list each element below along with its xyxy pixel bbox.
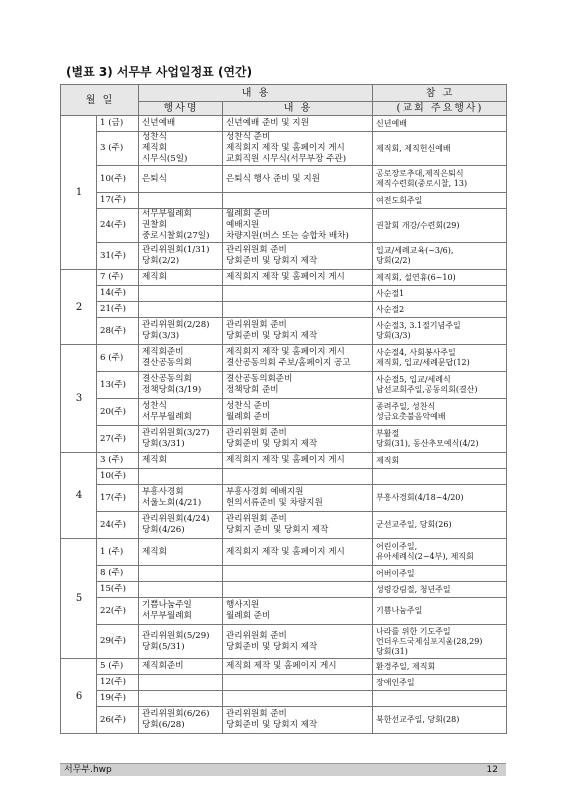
event-name-line: 당회(6/28) bbox=[142, 720, 185, 730]
reference-line: 제직회, 입교/세례문답(12) bbox=[376, 358, 470, 367]
day-cell: 27(주) bbox=[97, 426, 139, 453]
event-name-line: 결산공동의회 bbox=[142, 358, 192, 368]
content-cell bbox=[223, 116, 373, 132]
content-line: 제직회지 제작 및 홈페이지 게시 bbox=[226, 272, 345, 282]
reference-cell bbox=[373, 453, 507, 469]
event-name-line: 서무부월례회 bbox=[142, 412, 192, 422]
content-line: 관리위원회 준비 bbox=[226, 709, 287, 719]
content-cell bbox=[223, 691, 373, 707]
month-cell: 2 bbox=[61, 270, 97, 345]
header-event-name: 행사명 bbox=[139, 102, 223, 116]
day-cell: 20(주) bbox=[97, 399, 139, 426]
table-row bbox=[61, 243, 507, 270]
day-cell: 7 (주) bbox=[97, 270, 139, 286]
content-line: 관리위원회 준비 bbox=[226, 245, 287, 255]
table-header-row bbox=[61, 85, 507, 102]
reference-line: 성령강림절, 청년주일 bbox=[376, 584, 451, 594]
event-name-line: 당회(2/2) bbox=[142, 256, 180, 266]
reference-line: 입교/세례교육(~3/6), bbox=[376, 246, 454, 255]
reference-line: 북한선교주일, 당회(28) bbox=[376, 715, 460, 724]
event-name-line: 서무부월례회 bbox=[142, 611, 192, 621]
reference-cell bbox=[373, 270, 507, 286]
reference-cell bbox=[373, 485, 507, 512]
table-row bbox=[61, 485, 507, 512]
table-row bbox=[61, 469, 507, 485]
footer-filename: 서무부.hwp bbox=[64, 765, 112, 775]
event-name-line: 권찰회 bbox=[142, 220, 167, 230]
reference-cell bbox=[373, 399, 507, 426]
content-line: 관리위원회 준비 bbox=[226, 514, 287, 524]
table-row bbox=[61, 345, 507, 372]
table-row bbox=[61, 166, 507, 193]
content-cell bbox=[223, 270, 373, 286]
day-cell: 6 (주) bbox=[97, 345, 139, 372]
table-body bbox=[61, 116, 507, 734]
reference-cell bbox=[373, 209, 507, 243]
day-cell: 29(주) bbox=[97, 625, 139, 659]
table-row bbox=[61, 707, 507, 734]
content-line: 제직회지 제작 및 홈페이지 게시 bbox=[226, 143, 345, 153]
content-line: 제직회지 제작 및 홈페이지 게시 bbox=[226, 455, 345, 465]
event-name-cell bbox=[139, 566, 223, 582]
reference-cell bbox=[373, 166, 507, 193]
content-line: 신년예배 준비 및 지원 bbox=[226, 118, 309, 128]
content-line: 제직회지 제작 및 홈페이지 게시 bbox=[226, 546, 345, 557]
reference-cell bbox=[373, 659, 507, 675]
day-cell: 24(주) bbox=[97, 209, 139, 243]
day-cell: 13(주) bbox=[97, 372, 139, 399]
event-name-cell bbox=[139, 166, 223, 193]
day-cell: 31(주) bbox=[97, 243, 139, 270]
event-name-line: 부흥사경회 bbox=[142, 487, 184, 497]
content-line: 월례회 준비 bbox=[226, 412, 271, 422]
event-name-cell bbox=[139, 582, 223, 598]
schedule-table bbox=[60, 84, 507, 734]
event-name-line: 관리위원회(3/27) bbox=[142, 428, 210, 438]
content-line: 예배지원 bbox=[226, 220, 260, 230]
content-cell bbox=[223, 372, 373, 399]
content-cell bbox=[223, 625, 373, 659]
reference-cell bbox=[373, 243, 507, 270]
table-row bbox=[61, 453, 507, 469]
reference-cell bbox=[373, 469, 507, 485]
content-cell bbox=[223, 598, 373, 625]
reference-line: 환경주일, 제직회 bbox=[376, 661, 436, 671]
header-reference-sub: (교회 주요행사) bbox=[373, 102, 507, 116]
content-line: 교회직원 시무식(서무부장 주관) bbox=[226, 154, 347, 164]
event-name-line: 당회(3/3) bbox=[142, 331, 180, 341]
day-cell: 1 (주) bbox=[97, 539, 139, 566]
content-line: 월례회 준비 bbox=[226, 611, 271, 621]
content-cell bbox=[223, 707, 373, 734]
event-name-line: 관리위원회(1/31) bbox=[142, 245, 210, 255]
day-cell: 19(주) bbox=[97, 691, 139, 707]
event-name-line: 정책당회(3/19) bbox=[142, 385, 202, 395]
reference-cell bbox=[373, 372, 507, 399]
event-name-line: 제직회 bbox=[142, 455, 167, 465]
table-row bbox=[61, 318, 507, 345]
content-line: 당회준비 및 당회지 제작 bbox=[226, 331, 318, 341]
reference-line: 당회(31) bbox=[376, 646, 408, 656]
content-cell bbox=[223, 302, 373, 318]
header-date: 월 일 bbox=[61, 85, 139, 116]
event-name-cell bbox=[139, 691, 223, 707]
reference-line: 제직수련회(중로시찰, 13) bbox=[376, 179, 468, 188]
page-footer bbox=[60, 763, 506, 776]
reference-cell bbox=[373, 426, 507, 453]
reference-cell bbox=[373, 598, 507, 625]
content-cell bbox=[223, 512, 373, 539]
reference-line: 종려주일, 성찬식 bbox=[376, 402, 436, 411]
content-cell bbox=[223, 399, 373, 426]
content-line: 성찬식 준비 bbox=[226, 401, 271, 411]
table-row bbox=[61, 399, 507, 426]
content-cell bbox=[223, 132, 373, 166]
reference-line: 어린이주일, bbox=[376, 542, 418, 551]
content-cell bbox=[223, 566, 373, 582]
event-name-cell bbox=[139, 707, 223, 734]
reference-cell bbox=[373, 132, 507, 166]
event-name-line: 제직회 bbox=[142, 143, 167, 153]
month-cell: 3 bbox=[61, 345, 97, 453]
day-cell: 14(주) bbox=[97, 286, 139, 302]
event-name-cell bbox=[139, 675, 223, 691]
reference-line: 사순절1 bbox=[376, 288, 405, 298]
event-name-line: 관리위원회(5/29) bbox=[142, 630, 210, 641]
day-cell: 28(주) bbox=[97, 318, 139, 345]
event-name-cell bbox=[139, 286, 223, 302]
event-name-cell bbox=[139, 625, 223, 659]
content-cell bbox=[223, 318, 373, 345]
event-name-line: 제직회 bbox=[142, 546, 167, 557]
event-name-line: 관리위원회(2/28) bbox=[142, 320, 210, 330]
event-name-cell bbox=[139, 539, 223, 566]
table-row bbox=[61, 270, 507, 286]
content-line: 제직회 제작 및 홈페이지 게시 bbox=[226, 661, 337, 671]
day-cell: 10(주) bbox=[97, 166, 139, 193]
reference-line: 군선교주일, 당회(26) bbox=[376, 520, 452, 529]
day-cell: 12(주) bbox=[97, 675, 139, 691]
table-row bbox=[61, 426, 507, 453]
day-cell: 17(주) bbox=[97, 485, 139, 512]
content-cell bbox=[223, 209, 373, 243]
table-row bbox=[61, 675, 507, 691]
content-cell bbox=[223, 485, 373, 512]
content-line: 부흥사경회 예배지원 bbox=[226, 487, 304, 497]
event-name-cell bbox=[139, 399, 223, 426]
event-name-line: 서무부월례회 bbox=[142, 209, 192, 219]
event-name-line: 제직회준비 bbox=[142, 347, 184, 357]
content-cell bbox=[223, 243, 373, 270]
table-row bbox=[61, 625, 507, 659]
reference-cell bbox=[373, 116, 507, 132]
event-name-line: 기쁨나눔주일 bbox=[142, 600, 192, 610]
reference-line: 사순절3, 3.1절기념주일 bbox=[376, 321, 461, 330]
table-row bbox=[61, 116, 507, 132]
event-name-cell bbox=[139, 598, 223, 625]
header-reference: 참 고 bbox=[373, 85, 507, 102]
event-name-cell bbox=[139, 193, 223, 209]
content-line: 결산공동의회준비 bbox=[226, 374, 293, 384]
table-row bbox=[61, 598, 507, 625]
reference-cell bbox=[373, 345, 507, 372]
event-name-line: 당회(5/31) bbox=[142, 641, 185, 652]
content-line: 은퇴식 행사 준비 및 지원 bbox=[226, 173, 320, 184]
content-cell bbox=[223, 675, 373, 691]
day-cell: 10(주) bbox=[97, 469, 139, 485]
content-cell bbox=[223, 582, 373, 598]
content-cell bbox=[223, 469, 373, 485]
day-cell: 26(주) bbox=[97, 707, 139, 734]
event-name-cell bbox=[139, 302, 223, 318]
reference-line: 제직회 bbox=[376, 455, 400, 465]
reference-line: 장애인주일 bbox=[376, 677, 415, 687]
content-line: 성찬식 준비 bbox=[226, 132, 271, 142]
event-name-cell bbox=[139, 372, 223, 399]
event-name-cell bbox=[139, 469, 223, 485]
content-cell bbox=[223, 193, 373, 209]
table-row bbox=[61, 566, 507, 582]
day-cell: 21(주) bbox=[97, 302, 139, 318]
reference-cell bbox=[373, 582, 507, 598]
month-cell: 5 bbox=[61, 539, 97, 659]
reference-line: 부활절 bbox=[376, 429, 400, 438]
event-name-line: 시무식(5일) bbox=[142, 154, 188, 164]
table-row bbox=[61, 512, 507, 539]
reference-cell bbox=[373, 512, 507, 539]
event-name-line: 관리위원회(4/24) bbox=[142, 514, 210, 524]
content-cell bbox=[223, 345, 373, 372]
reference-line: 당회(31), 동산추모예식(4/2) bbox=[376, 439, 479, 448]
day-cell: 5 (주) bbox=[97, 659, 139, 675]
content-line: 당회지 준비 및 당회지 제작 bbox=[226, 525, 329, 535]
reference-line: 당회(2/2) bbox=[376, 256, 411, 265]
reference-line: 신년예배 bbox=[376, 118, 407, 128]
content-line: 관리위원회 준비 bbox=[226, 630, 287, 641]
event-name-cell bbox=[139, 426, 223, 453]
content-cell bbox=[223, 426, 373, 453]
content-line: 차량지원(버스 또는 승합차 배차) bbox=[226, 231, 349, 241]
event-name-cell bbox=[139, 453, 223, 469]
event-name-line: 성찬식 bbox=[142, 132, 167, 142]
event-name-line: 성찬식 bbox=[142, 401, 167, 411]
header-content-detail: 내 용 bbox=[223, 102, 373, 116]
content-cell bbox=[223, 453, 373, 469]
content-line: 당회준비 및 당회지 제작 bbox=[226, 439, 318, 449]
table-row bbox=[61, 132, 507, 166]
day-cell: 8 (주) bbox=[97, 566, 139, 582]
event-name-cell bbox=[139, 659, 223, 675]
table-row bbox=[61, 372, 507, 399]
reference-cell bbox=[373, 318, 507, 345]
day-cell: 22(주) bbox=[97, 598, 139, 625]
content-line: 월례회 준비 bbox=[226, 209, 271, 219]
event-name-cell bbox=[139, 318, 223, 345]
event-name-line: 당회(3/31) bbox=[142, 439, 185, 449]
event-name-cell bbox=[139, 209, 223, 243]
reference-line: 사순절5, 입교/세례식 bbox=[376, 375, 451, 384]
table-row bbox=[61, 193, 507, 209]
content-cell bbox=[223, 166, 373, 193]
day-cell: 1 (금) bbox=[97, 116, 139, 132]
content-line: 당회준비 및 당회지 제작 bbox=[226, 641, 318, 652]
reference-cell bbox=[373, 566, 507, 582]
reference-line: 유아세례식(2~4부), 제직회 bbox=[376, 552, 474, 561]
reference-cell bbox=[373, 707, 507, 734]
event-name-cell bbox=[139, 512, 223, 539]
table-row bbox=[61, 286, 507, 302]
reference-cell bbox=[373, 193, 507, 209]
reference-line: 권찰회 개강/수련회(29) bbox=[376, 220, 460, 230]
reference-line: 어버이주일 bbox=[376, 568, 415, 578]
content-cell bbox=[223, 659, 373, 675]
reference-cell bbox=[373, 625, 507, 659]
table-row bbox=[61, 691, 507, 707]
reference-line: 사순절2 bbox=[376, 304, 405, 314]
reference-line: 제직회, 설연휴(6~10) bbox=[376, 272, 456, 282]
reference-line: 여전도회주일 bbox=[376, 195, 423, 205]
reference-cell bbox=[373, 286, 507, 302]
reference-line: 제직회, 제직헌신예배 bbox=[376, 143, 451, 153]
content-line: 관리위원회 준비 bbox=[226, 320, 287, 330]
reference-line: 당회(3/3) bbox=[376, 331, 411, 340]
content-line: 행사지원 bbox=[226, 600, 260, 610]
event-name-line: 관리위원회(6/26) bbox=[142, 709, 210, 719]
page-number: 12 bbox=[486, 765, 498, 775]
day-cell: 24(주) bbox=[97, 512, 139, 539]
table-row bbox=[61, 302, 507, 318]
table-row bbox=[61, 659, 507, 675]
day-cell: 3 (주) bbox=[97, 453, 139, 469]
reference-line: 성금요촛불음악예배 bbox=[376, 412, 446, 421]
table-row bbox=[61, 209, 507, 243]
page-title: (별표 3) 서무부 사업일정표 (연간) bbox=[66, 65, 253, 79]
event-name-cell bbox=[139, 243, 223, 270]
event-name-line: 제직회 bbox=[142, 272, 167, 282]
reference-cell bbox=[373, 675, 507, 691]
event-name-cell bbox=[139, 132, 223, 166]
content-line: 당회준비 및 당회지 제작 bbox=[226, 720, 318, 730]
day-cell: 15(주) bbox=[97, 582, 139, 598]
event-name-cell bbox=[139, 345, 223, 372]
event-name-cell bbox=[139, 485, 223, 512]
event-name-line: 은퇴식 bbox=[142, 173, 167, 184]
header-content: 내 용 bbox=[139, 85, 373, 102]
reference-cell bbox=[373, 302, 507, 318]
event-name-line: 결산공동의회 bbox=[142, 374, 192, 384]
content-line: 제직회지 제작 및 홈페이지 게시 bbox=[226, 347, 345, 357]
event-name-cell bbox=[139, 270, 223, 286]
reference-line: 나라를 위한 기도주일 bbox=[376, 626, 451, 636]
reference-line: 남선교회주일,공동의회(결산) bbox=[376, 385, 478, 394]
day-cell: 3 (주) bbox=[97, 132, 139, 166]
event-name-line: 중로시찰회(27일) bbox=[142, 231, 210, 241]
month-cell: 6 bbox=[61, 659, 97, 734]
day-cell: 17(주) bbox=[97, 193, 139, 209]
reference-cell bbox=[373, 539, 507, 566]
reference-line: 사순절4, 사회봉사주일 bbox=[376, 348, 456, 357]
content-cell bbox=[223, 286, 373, 302]
content-line: 관리위원회 준비 bbox=[226, 428, 287, 438]
content-line: 당회준비 및 당회지 제작 bbox=[226, 256, 318, 266]
month-cell: 4 bbox=[61, 453, 97, 539]
table-row bbox=[61, 582, 507, 598]
event-name-line: 신년예배 bbox=[142, 118, 176, 128]
event-name-line: 당회(4/26) bbox=[142, 525, 185, 535]
reference-line: 언더우드국제심포지움(28,29) bbox=[376, 636, 483, 646]
reference-line: 부흥사경회(4/18~4/20) bbox=[376, 493, 464, 502]
table-row bbox=[61, 539, 507, 566]
content-cell bbox=[223, 539, 373, 566]
content-line: 정책당회 준비 bbox=[226, 385, 279, 395]
event-name-line: 제직회준비 bbox=[142, 661, 184, 671]
content-line: 헌의서류준비 및 차량지원 bbox=[226, 498, 323, 508]
event-name-line: 서울노회(4/21) bbox=[142, 498, 202, 508]
reference-cell bbox=[373, 691, 507, 707]
content-line: 결산공동의회 주보/홈페이지 공고 bbox=[226, 358, 351, 368]
reference-line: 공로장로추대,제직은퇴식 bbox=[376, 169, 464, 178]
reference-line: 기쁨나눔주일 bbox=[376, 606, 423, 615]
event-name-cell bbox=[139, 116, 223, 132]
month-cell: 1 bbox=[61, 116, 97, 270]
